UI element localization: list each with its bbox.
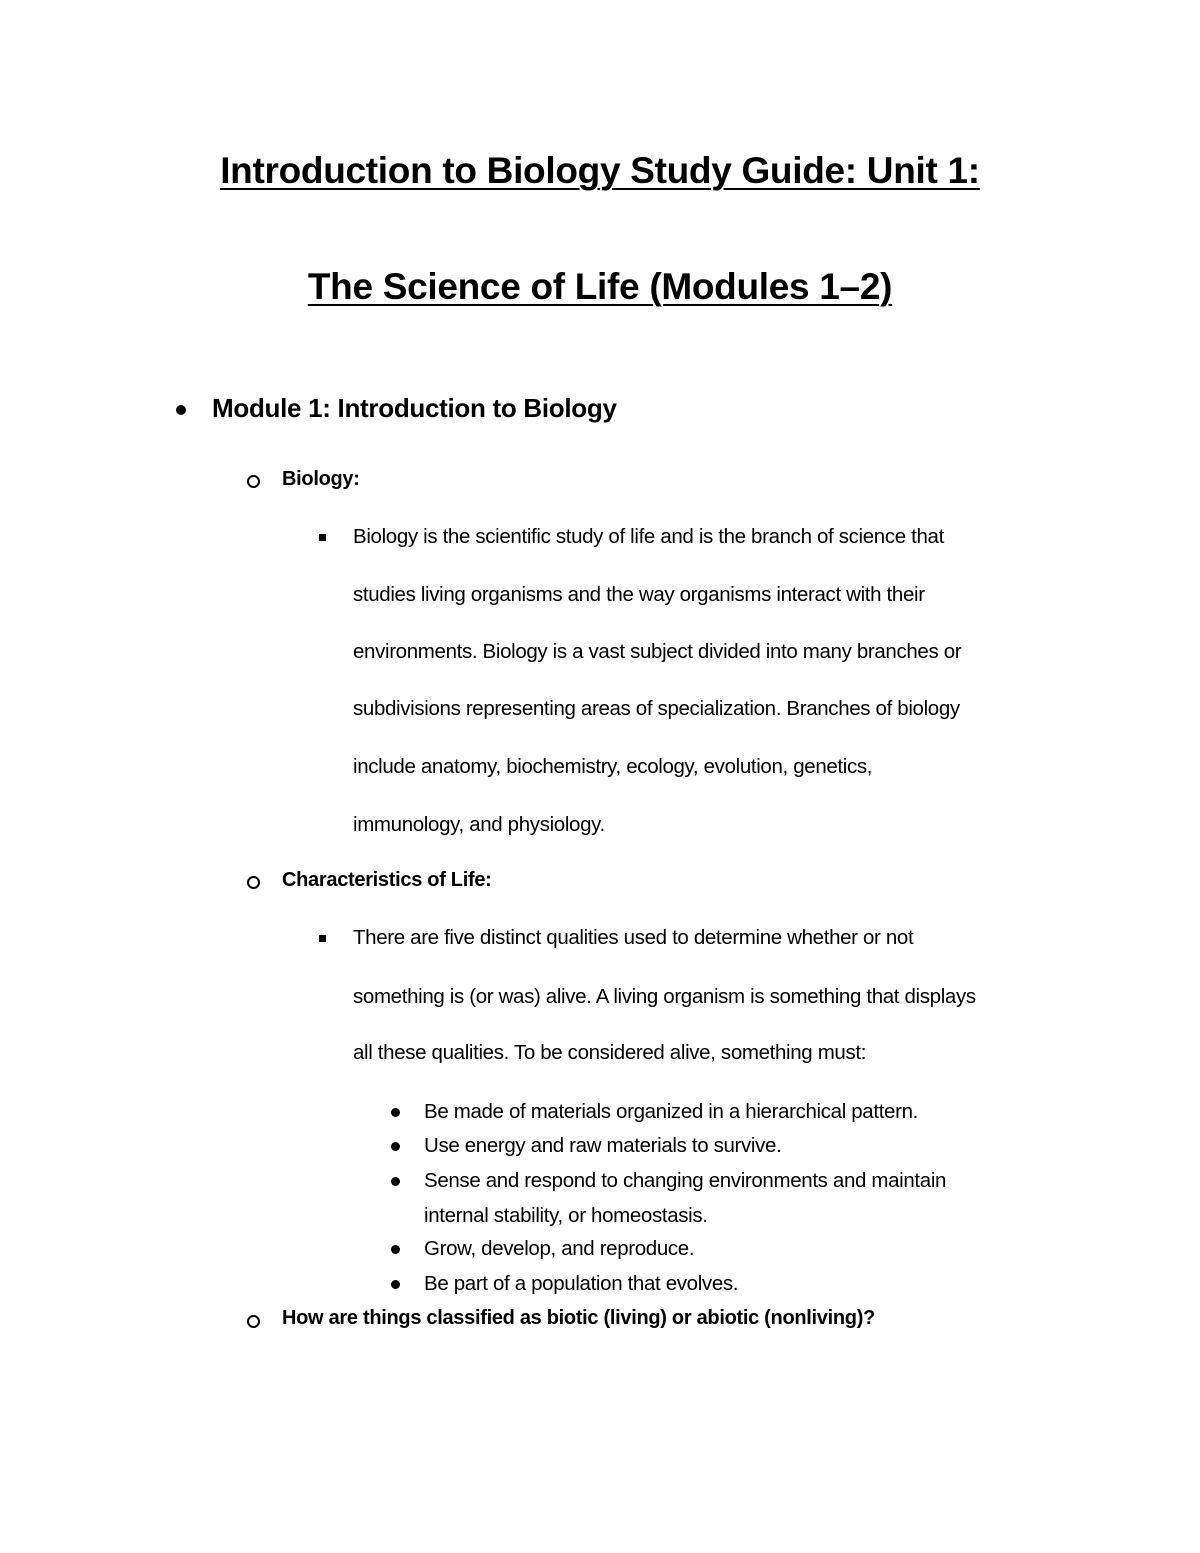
biology-heading: Biology: <box>282 468 360 490</box>
module-1-heading: Module 1: Introduction to Biology <box>212 393 617 423</box>
biology-paragraph-line: include anatomy, biochemistry, ecology, evolution, genetics, <box>353 755 873 778</box>
quality-item: Use energy and raw materials to survive. <box>424 1134 782 1157</box>
biology-paragraph-line: subdivisions representing areas of specialization. Branches of biology <box>353 697 960 720</box>
quality-item-continuation: internal stability, or homeostasis. <box>424 1204 708 1227</box>
biology-paragraph-line: environments. Biology is a vast subject divided into many branches or <box>353 640 962 663</box>
level2-bullet-icon <box>247 876 260 889</box>
biology-paragraph-line: studies living organisms and the way organisms interact with their <box>353 583 925 606</box>
level1-bullet-icon <box>176 405 186 415</box>
quality-item: Sense and respond to changing environments and maintain <box>424 1169 947 1192</box>
level4-bullet-icon <box>391 1142 400 1151</box>
quality-item: Be made of materials organized in a hierarchical pattern. <box>424 1100 918 1123</box>
level3-bullet-icon <box>319 935 326 942</box>
level4-bullet-icon <box>391 1245 400 1254</box>
level3-bullet-icon <box>319 534 326 541</box>
quality-item: Grow, develop, and reproduce. <box>424 1237 695 1260</box>
characteristics-paragraph-line: There are five distinct qualities used to determine whether or not <box>353 926 914 949</box>
level2-bullet-icon <box>247 1315 260 1328</box>
characteristics-heading: Characteristics of Life: <box>282 869 492 891</box>
level2-bullet-icon <box>247 475 260 488</box>
biology-paragraph-line: Biology is the scientific study of life and is the branch of science that <box>353 525 944 548</box>
level4-bullet-icon <box>391 1280 400 1289</box>
characteristics-paragraph-line: something is (or was) alive. A living organism is something that displays <box>353 985 976 1008</box>
document-title-line-1: Introduction to Biology Study Guide: Unit 1: <box>220 150 980 191</box>
biology-paragraph-line: immunology, and physiology. <box>353 813 605 836</box>
classification-heading: How are things classified as biotic (living) or abiotic (nonliving)? <box>282 1307 875 1329</box>
level4-bullet-icon <box>391 1108 400 1117</box>
characteristics-paragraph-line: all these qualities. To be considered alive, something must: <box>353 1041 867 1064</box>
level4-bullet-icon <box>391 1177 400 1186</box>
document-title-line-2: The Science of Life (Modules 1–2) <box>307 266 893 307</box>
quality-item: Be part of a population that evolves. <box>424 1272 739 1295</box>
